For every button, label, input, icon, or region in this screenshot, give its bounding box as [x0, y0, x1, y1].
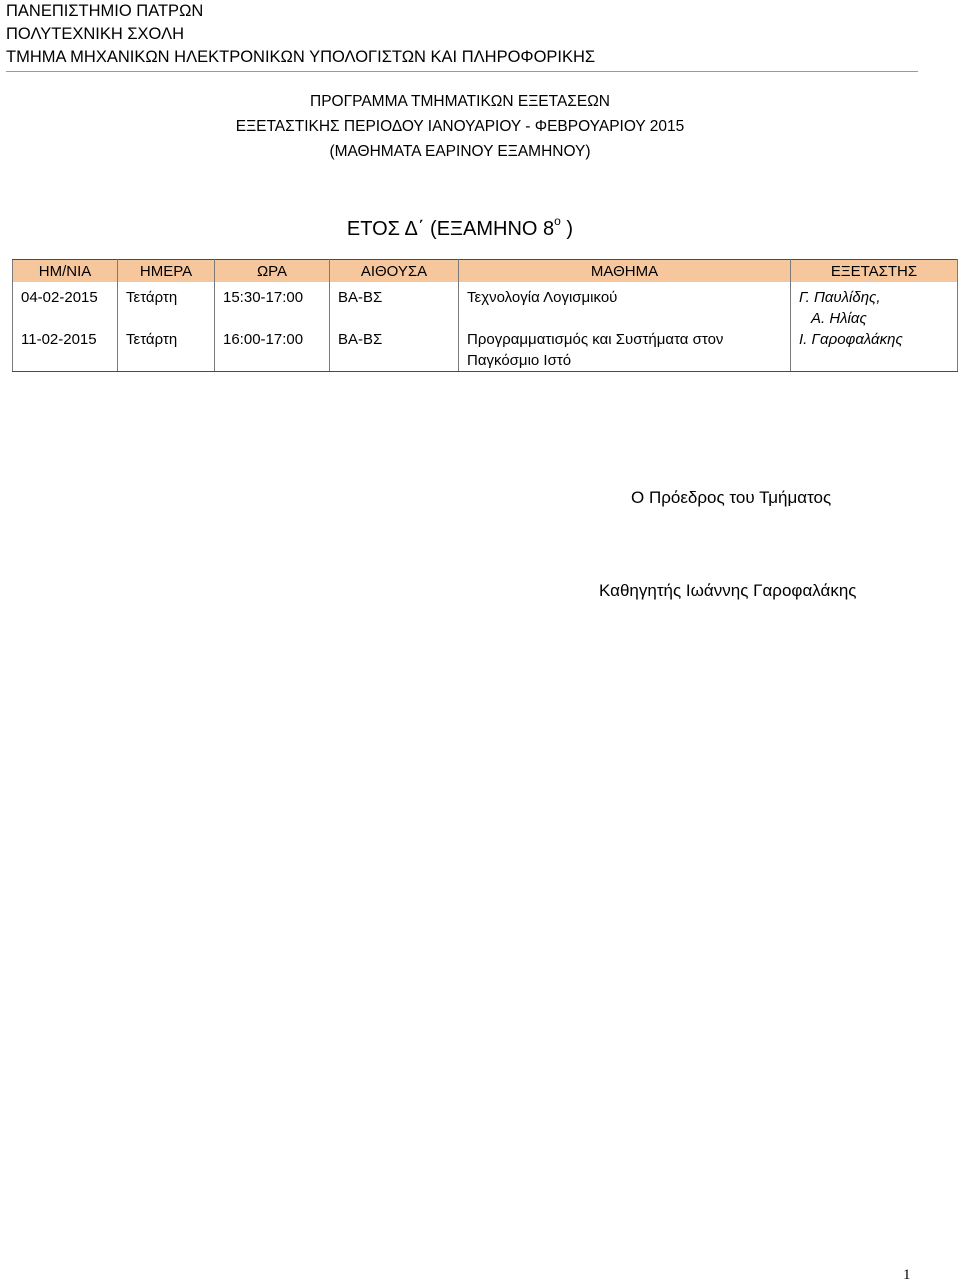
examiner-name: Ι. Γαροφαλάκης [799, 331, 903, 348]
year-heading [0, 206, 920, 244]
signature-title: Ο Πρόεδρος του Τμήματος [631, 488, 832, 507]
cell-time: 15:30-17:00 [215, 282, 330, 329]
document-header [6, 0, 918, 72]
header-date: ΗΜ/ΝΙΑ [13, 260, 118, 283]
cell-date: 11-02-2015 [13, 329, 118, 372]
header-day: ΗΜΕΡΑ [118, 260, 215, 283]
header-examiner: ΕΞΕΤΑΣΤΗΣ [791, 260, 958, 283]
header-room: ΑΙΘΟΥΣΑ [330, 260, 459, 283]
cell-examiner [791, 282, 958, 329]
table-row [13, 282, 958, 329]
title-line-3: (ΜΑΘΗΜΑΤΑ ΕΑΡΙΝΟΥ ΕΞΑΜΗΝΟΥ) [329, 143, 591, 160]
cell-day: Τετάρτη [118, 282, 215, 329]
year-heading-prefix: ΕΤΟΣ Δ΄ (ΕΞΑΜΗΝΟ 8 [346, 218, 555, 240]
cell-day: Τετάρτη [118, 329, 215, 372]
university-name: ΠΑΝΕΠΙΣΤΗΜΙΟ ΠΑΤΡΩΝ [6, 2, 204, 20]
table-header-row [13, 260, 958, 283]
signature-name: Καθηγητής Ιωάννης Γαροφαλάκης [599, 581, 857, 600]
header-course: ΜΑΘΗΜΑ [459, 260, 791, 283]
cell-time: 16:00-17:00 [215, 329, 330, 372]
year-heading-superscript: ο [554, 214, 561, 228]
cell-course: Τεχνολογία Λογισμικού [459, 282, 791, 329]
examiner-name: Γ. Παυλίδης, [799, 289, 881, 306]
title-line-2: ΕΞΕΤΑΣΤΙΚΗΣ ΠΕΡΙΟΔΟΥ ΙΑΝΟΥΑΡΙΟΥ - ΦΕΒΡΟΥΑΡΙΟΥ 2015 [235, 118, 685, 135]
table-row [13, 329, 958, 372]
cell-examiner [791, 329, 958, 372]
cell-room: ΒΑ-ΒΣ [330, 282, 459, 329]
title-line-1: ΠΡΟΓΡΑΜΜΑ ΤΜΗΜΑΤΙΚΩΝ ΕΞΕΤΑΣΕΩΝ [310, 93, 610, 110]
cell-date: 04-02-2015 [13, 282, 118, 329]
examiner-name: Α. Ηλίας [811, 310, 867, 327]
page-number: 1 [903, 1267, 911, 1283]
exam-schedule-table [12, 259, 958, 372]
year-heading-suffix: ) [560, 218, 574, 240]
department-name: ΤΜΗΜΑ ΜΗΧΑΝΙΚΩΝ ΗΛΕΚΤΡΟΝΙΚΩΝ ΥΠΟΛΟΓΙΣΤΩΝ ΚΑΙ ΠΛΗΡΟΦΟΡΙΚΗΣ [6, 48, 596, 66]
header-time: ΩΡΑ [215, 260, 330, 283]
school-name: ΠΟΛΥΤΕΧΝΙΚΗ ΣΧΟΛΗ [6, 25, 185, 43]
cell-course: Προγραμματισμός και Συστήματα στον Παγκόσμιο Ιστό [459, 329, 791, 372]
cell-room: ΒΑ-ΒΣ [330, 329, 459, 372]
document-title [0, 89, 920, 164]
